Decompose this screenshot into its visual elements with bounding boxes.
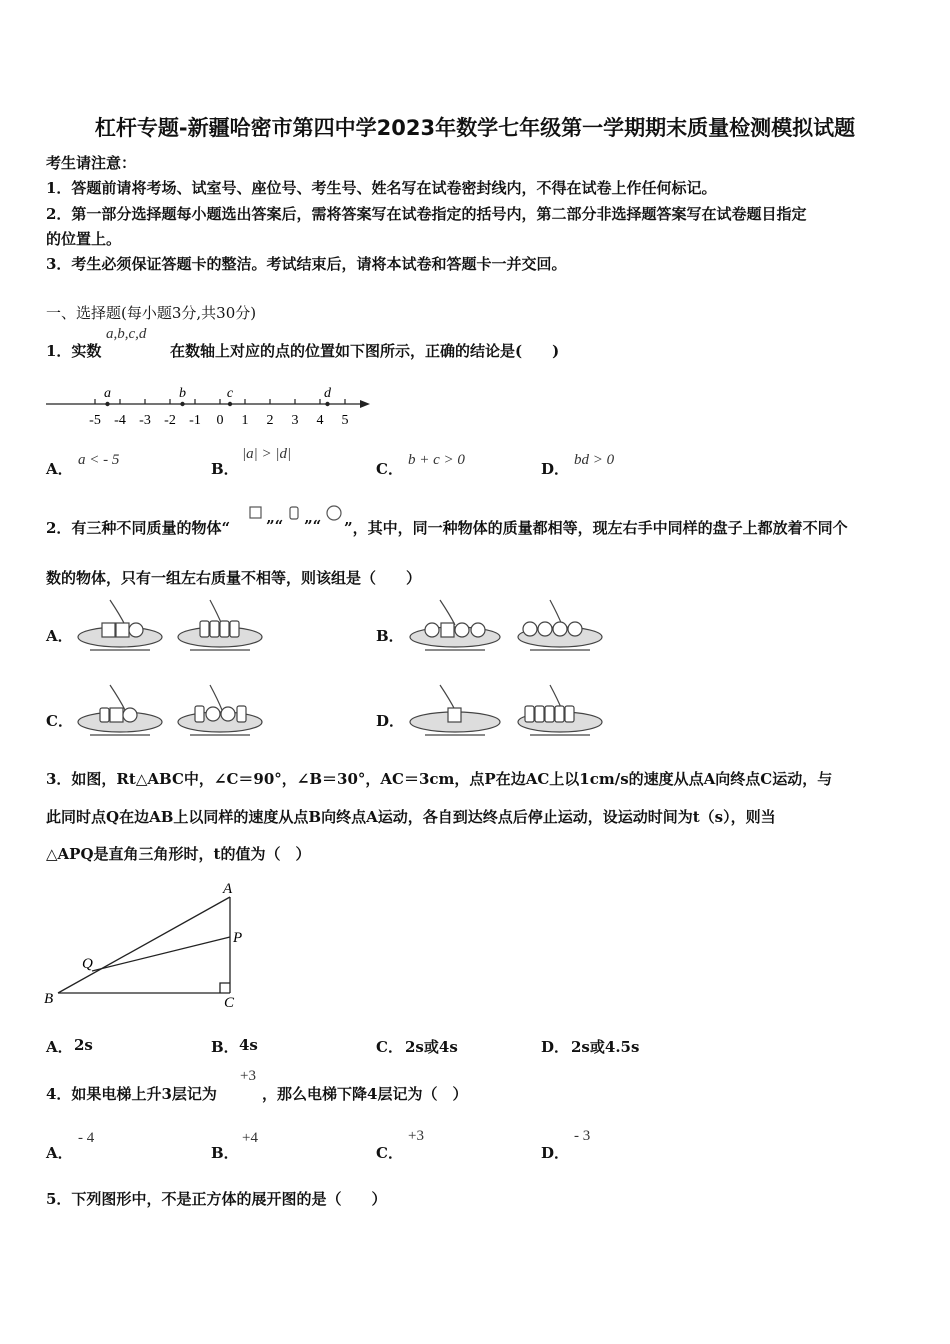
axis-point-label-d: d (324, 386, 331, 401)
q3-option-c-text: 2s或4s (405, 1038, 458, 1056)
axis-point-d (325, 402, 329, 406)
q4-option-a-text: - 4 (78, 1130, 95, 1146)
q3-line1: 3．如图，Rt△ABC中，∠C＝90°，∠B＝30°，AC＝3cm，点P在边AC上以1cm/s的速度从点A向终点C运动，与 (46, 770, 833, 788)
notice-heading: 考生请注意： (46, 154, 137, 172)
q3-line2: 此同时点Q在边AB上以同样的速度从点B向终点A运动，各自到达终点后停止运动，设运动时间为t（s），则当 (46, 808, 776, 826)
axis-tick-label: 5 (341, 413, 349, 428)
label-p: P (233, 930, 243, 946)
axis-point-c (228, 402, 232, 406)
q2-option-b-letter: B． (376, 627, 404, 645)
circle-object-icon (325, 505, 343, 523)
q1-prefix: 1．实数 (46, 342, 102, 360)
q1-option-b-text: |a| > |d| (242, 446, 292, 462)
triangle-figure (40, 875, 260, 1015)
axis-tick-label: 1 (241, 413, 249, 428)
axis-tick-label: 4 (316, 413, 324, 428)
q1-option-a-text: a < - 5 (78, 452, 120, 468)
q3-option-b-text: 4s (239, 1036, 258, 1054)
axis-tick-label: 2 (266, 413, 274, 428)
q2-option-a-letter: A． (46, 627, 73, 645)
q1-option-d-text: bd > 0 (574, 452, 615, 468)
axis-point-b (180, 402, 184, 406)
label-a: A (223, 881, 233, 897)
q4-option-c-letter: C． (376, 1144, 403, 1162)
q4-option-c-text: +3 (408, 1128, 424, 1144)
q2-line1-a: 2．有三种不同质量的物体“ (46, 519, 231, 537)
number-line (40, 378, 380, 430)
q4-option-a-letter: A． (46, 1144, 73, 1162)
q1-math: a,b,c,d (106, 326, 147, 342)
axis-tick-label: -4 (114, 413, 126, 428)
q2-line1-d: ”，其中，同一种物体的质量都相等，现左右手中同样的盘子上都放着不同个 (344, 519, 848, 537)
axis-point-a (105, 402, 109, 406)
q4-option-d-text: - 3 (574, 1128, 591, 1144)
q4-math: +3 (240, 1068, 256, 1084)
q3-option-a-text: 2s (74, 1036, 93, 1054)
q1-option-c-text: b + c > 0 (408, 452, 465, 468)
q3-option-a-letter: A． (46, 1038, 73, 1056)
q4-prefix: 4．如果电梯上升3层记为 (46, 1085, 217, 1103)
q1-option-b-letter: B． (211, 460, 239, 478)
section-heading: 一、选择题(每小题3分,共30分) (46, 304, 257, 322)
q4-option-d-letter: D． (541, 1144, 570, 1162)
q2-option-a-image (70, 595, 270, 665)
q2-line1-b: ”“ (266, 517, 284, 535)
label-q: Q (82, 956, 93, 972)
q1-option-d-letter: D． (541, 460, 570, 478)
notice-item-2: 2．第一部分选择题每小题选出答案后，需将答案写在试卷指定的括号内，第二部分非选择题答案写在试卷题目指定 (46, 205, 807, 223)
q1-option-a-letter: A． (46, 460, 73, 478)
q2-option-c-image (70, 680, 270, 750)
q2-option-d-image (400, 680, 610, 750)
square-object-icon (248, 505, 264, 521)
label-b: B (44, 991, 54, 1007)
notice-item-2-cont: 的位置上。 (46, 230, 122, 248)
q3-option-b-letter: B． (211, 1038, 239, 1056)
notice-item-3: 3．考生必须保证答题卡的整洁。考试结束后，请将本试卷和答题卡一并交回。 (46, 255, 567, 273)
q3-line3: △APQ是直角三角形时，t的值为（ ） (46, 845, 311, 863)
axis-tick-label: 0 (216, 413, 224, 428)
q2-line1-c: ”“ (304, 517, 322, 535)
q5-text: 5．下列图形中，不是正方体的展开图的是（ ） (46, 1190, 387, 1208)
q2-option-d-letter: D． (376, 712, 405, 730)
axis-point-label-b: b (179, 386, 186, 401)
cylinder-object-icon (288, 505, 300, 521)
q4-option-b-letter: B． (211, 1144, 239, 1162)
q2-option-c-letter: C． (46, 712, 73, 730)
q4-option-b-text: +4 (242, 1130, 258, 1146)
q3-option-c-letter: C． (376, 1038, 403, 1056)
q2-line2: 数的物体，只有一组左右质量不相等，则该组是（ ） (46, 569, 422, 587)
axis-point-label-a: a (104, 386, 111, 401)
axis-tick-label: -3 (139, 413, 151, 428)
page-title: 杠杆专题-新疆哈密市第四中学2023年数学七年级第一学期期末质量检测模拟试题 (94, 116, 856, 140)
q2-option-b-image (400, 595, 610, 665)
q1-suffix: 在数轴上对应的点的位置如下图所示，正确的结论是( ) (170, 342, 560, 360)
axis-tick-label: -5 (89, 413, 101, 428)
axis-tick-label: 3 (291, 413, 299, 428)
axis-tick-label: -1 (189, 413, 201, 428)
q3-option-d-text: 2s或4.5s (571, 1038, 640, 1056)
q1-option-c-letter: C． (376, 460, 403, 478)
axis-tick-label: -2 (164, 413, 176, 428)
label-c: C (224, 995, 235, 1011)
notice-item-1: 1．答题前请将考场、试室号、座位号、考生号、姓名写在试卷密封线内，不得在试卷上作任何标记。 (46, 179, 717, 197)
axis-point-label-c: c (226, 386, 234, 401)
q3-option-d-letter: D． (541, 1038, 570, 1056)
q4-suffix: ，那么电梯下降4层记为（ ） (262, 1085, 468, 1103)
